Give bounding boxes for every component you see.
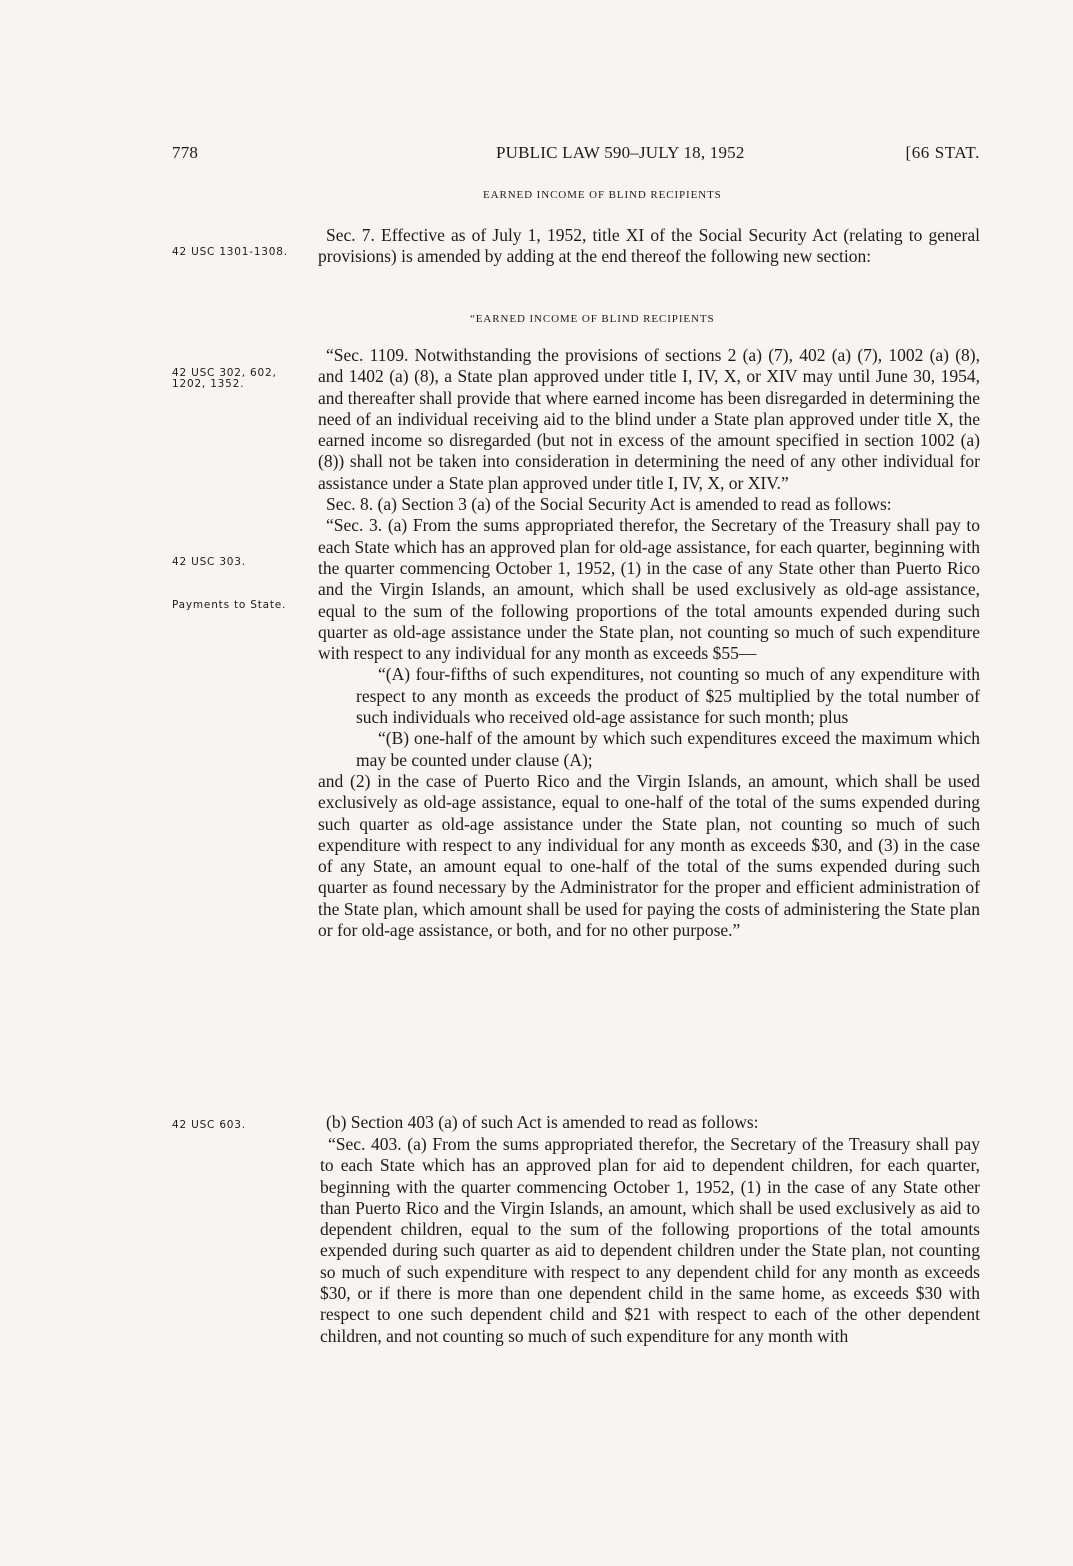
running-title: PUBLIC LAW 590–JULY 18, 1952 (496, 143, 745, 162)
paragraph-sec-7 (318, 225, 980, 268)
paragraph-sec-3: “Sec. 3. (a) From the sums appropriated therefor, the Secretary of the Treasury shall pay to each State which has an approved plan for old-age assistance, for each quarter, beginning with the quarter commencing October 1, 1952, (1) in the case of any State other than Puerto Rico and the Virgin Islands, an amount, which shall be used exclusively as old-age assistance, equal to the sum of the following proportions of the total amounts expended during such quarter as old-age assistance under the State plan, not counting so much of such expenditure with respect to any individual for any month as exceeds $55— (318, 515, 980, 664)
clause-b: “(B) one-half of the amount by which such expenditures exceed the maximum which may be counted under clause (A); (356, 728, 980, 770)
margin-note-4: Payments to State. (172, 599, 287, 611)
margin-note-2: 42 USC 302, 602, 1202, 1352. (172, 367, 277, 390)
page-number: 778 (172, 143, 199, 162)
clause-a: “(A) four-fifths of such expenditures, not counting so much of any expenditure with respect to any month as exceeds the product of $25 multiplied by the total number of such individuals who received old-age assistance for such month; plus (356, 664, 980, 728)
section-heading: EARNED INCOME OF BLIND RECIPIENTS (483, 189, 722, 201)
paragraph-sec-8: Sec. 8. (a) Section 3 (a) of the Social Security Act is amended to read as follows: (326, 494, 892, 515)
page-header (172, 143, 980, 169)
paragraph-sec-403: “Sec. 403. (a) From the sums appropriated therefor, the Secretary of the Treasury shall pay to each State which has an approved plan for aid to dependent children, for each quarter, beginning with the quarter commencing October 1, 1952, (1) in the case of any State other than Puerto Rico and the Virgin Islands, an amount, which shall be used exclusively as aid to dependent children, equal to the sum of the following proportions of the total amounts expended during such quarter as aid to dependent children under the State plan, not counting so much of such expenditure with respect to any dependent child for any month as exceeds $30, or if there is more than one dependent child in the same home, as exceeds $30 with respect to one such dependent child and $21 with respect to each of the other dependent children, and not counting so much of such expenditure for any month with (320, 1134, 980, 1346)
paragraph-continuation: and (2) in the case of Puerto Rico and the Virgin Islands, an amount, which shall be used exclusively as old-age assistance, equal to one-half of the total of the sums expended during such quarter as old-age assistance under the State plan, not counting so much of such expenditure with respect to any individual for any month as exceeds $30, and (3) in the case of any State, an amount equal to one-half of the total of the sums expended during such quarter as found necessary by the Administrator for the proper and efficient administration of the State plan, which amount shall be used for paying the costs of administering the State plan or for old-age assistance, or both, and for no other purpose.” (318, 770, 980, 941)
paragraph-block-2 (318, 1112, 980, 1133)
quoted-heading: “EARNED INCOME OF BLIND RECIPIENTS (470, 313, 715, 325)
margin-note-1: 42 USC 1301-1308. (172, 246, 288, 258)
margin-note-5: 42 USC 603. (172, 1119, 246, 1131)
paragraph-sec-1109: “Sec. 1109. Notwithstanding the provisions of sections 2 (a) (7), 402 (a) (7), 1002 (a) (8), and 1402 (a) (8), a State plan approved under title I, IV, X, or XIV may until June 30, 1954, and thereafter shall provide that where earned income has been disregarded in determining the need of an individual receiving aid to the blind under a State plan approved under title X, the earned income so disregarded (but not in excess of the amount specified in section 1002 (a) (8)) shall not be taken into consideration in determining the need of any other individual for assistance under a State plan approved under title I, IV, X, or XIV.” (318, 345, 980, 493)
paragraph-sec-8-b: (b) Section 403 (a) of such Act is amended to read as follows: (326, 1112, 759, 1132)
paragraph-block (318, 345, 980, 941)
paragraph-block-3 (320, 1134, 980, 1347)
paragraph-text: Sec. 7. Effective as of July 1, 1952, title XI of the Social Security Act (relating to general provisions) is amended by adding at the end thereof the following new section: (318, 225, 980, 267)
margin-note-3: 42 USC 303. (172, 556, 246, 568)
statute-reference: [66 STAT. (905, 143, 980, 162)
